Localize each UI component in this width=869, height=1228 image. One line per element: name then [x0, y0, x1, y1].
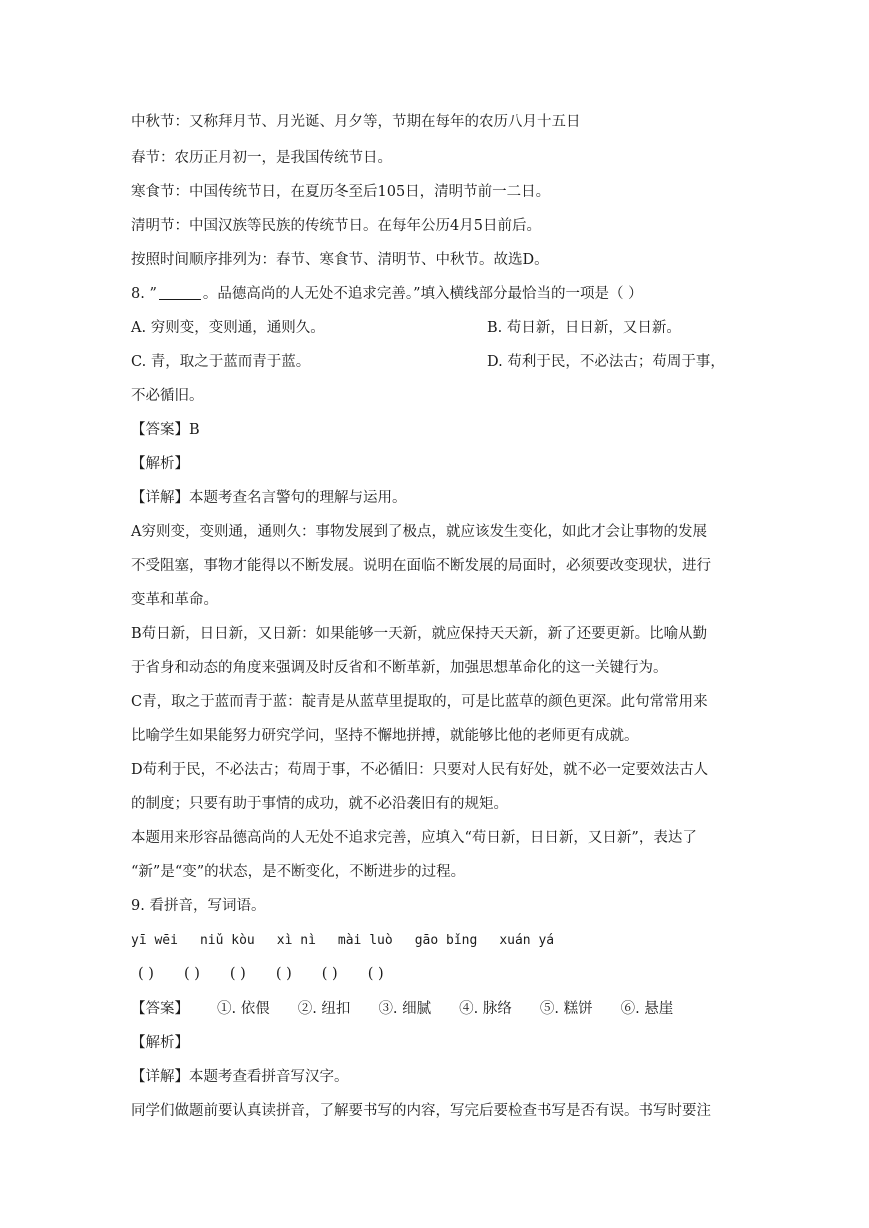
- text-line: B苟日新，日日新，又日新：如果能够一天新，就应保持天天新，新了还要更新。比喻从勤: [131, 626, 708, 642]
- text-line: C青，取之于蓝而青于蓝：靛青是从蓝草里提取的，可是比蓝草的颜色更深。此句常常用来: [131, 694, 708, 710]
- text-line: D苟利于民，不必法古；苟周于事，不必循旧：只要对人民有好处，就不必一定要效法古人: [131, 762, 709, 778]
- text-line: 寒食节：中国传统节日，在夏历冬至后105日，清明节前一二日。: [131, 184, 551, 200]
- text-line: 变革和革命。: [131, 592, 218, 608]
- question-8-prefix: 8. ”: [131, 286, 157, 302]
- text-line: A穷则变，变则通，通则久：事物发展到了极点，就应该发生变化，如此才会让事物的发展: [131, 524, 707, 540]
- text-line: 不受阻塞，事物才能得以不断发展。说明在面临不断发展的局面时，必须要改变现状，进行: [131, 558, 711, 574]
- text-line: 清明节：中国汉族等民族的传统节日。在每年公历4月5日前后。: [131, 218, 541, 234]
- answer-9-label: 【答案】: [131, 1001, 189, 1017]
- answer-9-item: ①. 依偎: [217, 1001, 270, 1017]
- analysis-heading-9: 【解析】: [131, 1035, 189, 1051]
- answer-box: ( ): [138, 966, 154, 982]
- question-8-text: 。品德高尚的人无处不追求完善。”填入横线部分最恰当的一项是（ ）: [202, 286, 643, 302]
- answer-box: ( ): [275, 966, 292, 982]
- fill-blank: [159, 285, 201, 300]
- option-d-cont: 不必循旧。: [131, 388, 204, 404]
- pinyin-item: xì nì: [276, 933, 316, 948]
- detail-8: 【详解】本题考查名言警句的理解与运用。: [131, 490, 407, 506]
- answer-8: 【答案】B: [131, 422, 200, 438]
- answer-box: ( ): [183, 966, 200, 982]
- text-line: 中秋节：又称拜月节、月光诞、月夕等，节期在每年的农历八月十五日: [131, 114, 581, 130]
- detail-9: 【详解】本题考查看拼音写汉字。: [131, 1069, 349, 1085]
- answer-9-item: ③. 细腻: [378, 1001, 432, 1017]
- pinyin-item: niǔ kòu: [199, 933, 255, 948]
- question-8: [131, 284, 643, 304]
- pinyin-item: mài luò: [337, 933, 393, 948]
- pinyin-item: yī wēi: [131, 933, 178, 948]
- text-line: “新”是“变”的状态，是不断变化，不断进步的过程。: [131, 864, 466, 880]
- answer-9-item: ②. 纽扣: [297, 1001, 351, 1017]
- parens-row: [138, 964, 414, 984]
- text-line: 本题用来形容品德高尚的人无处不追求完善，应填入“苟日新，日日新，又日新”，表达了: [131, 830, 697, 846]
- option-a: A. 穷则变，变则通，通则久。: [131, 320, 325, 336]
- option-b: B. 苟日新，日日新，又日新。: [487, 320, 681, 336]
- text-line: 春节：农历正月初一，是我国传统节日。: [131, 150, 392, 166]
- pinyin-item: xuán yá: [499, 933, 555, 948]
- text-line: 同学们做题前要认真读拼音，了解要书写的内容，写完后要检查书写是否有误。书写时要注: [131, 1103, 711, 1119]
- text-line: 于省身和动态的角度来强调及时反省和不断革新，加强思想革命化的这一关键行为。: [131, 660, 668, 676]
- answer-9-item: ④. 脉络: [459, 1001, 512, 1017]
- options-row-2: [131, 352, 751, 372]
- options-row-1: [131, 318, 751, 338]
- text-line: 比喻学生如果能努力研究学问，坚持不懈地拼搏，就能够比他的老师更有成就。: [131, 728, 639, 744]
- text-line: 的制度；只要有助于事情的成功，就不必沿袭旧有的规矩。: [131, 796, 508, 812]
- analysis-heading-8: 【解析】: [131, 456, 189, 472]
- answer-9: [131, 999, 673, 1019]
- option-c: C. 青，取之于蓝而青于蓝。: [131, 354, 311, 370]
- pinyin-item: gāo bǐng: [414, 933, 478, 948]
- pinyin-row: [131, 930, 576, 951]
- answer-9-item: ⑤. 糕饼: [539, 1001, 593, 1017]
- answer-box: ( ): [367, 966, 384, 982]
- answer-box: ( ): [229, 966, 246, 982]
- question-9: 9. 看拼音，写词语。: [131, 898, 266, 914]
- answer-9-item: ⑥. 悬崖: [620, 1001, 674, 1017]
- option-d: D. 苟利于民，不必法古；苟周于事，: [487, 354, 725, 370]
- answer-box: ( ): [321, 966, 338, 982]
- text-line: 按照时间顺序排列为：春节、寒食节、清明节、中秋节。故选D。: [131, 252, 549, 268]
